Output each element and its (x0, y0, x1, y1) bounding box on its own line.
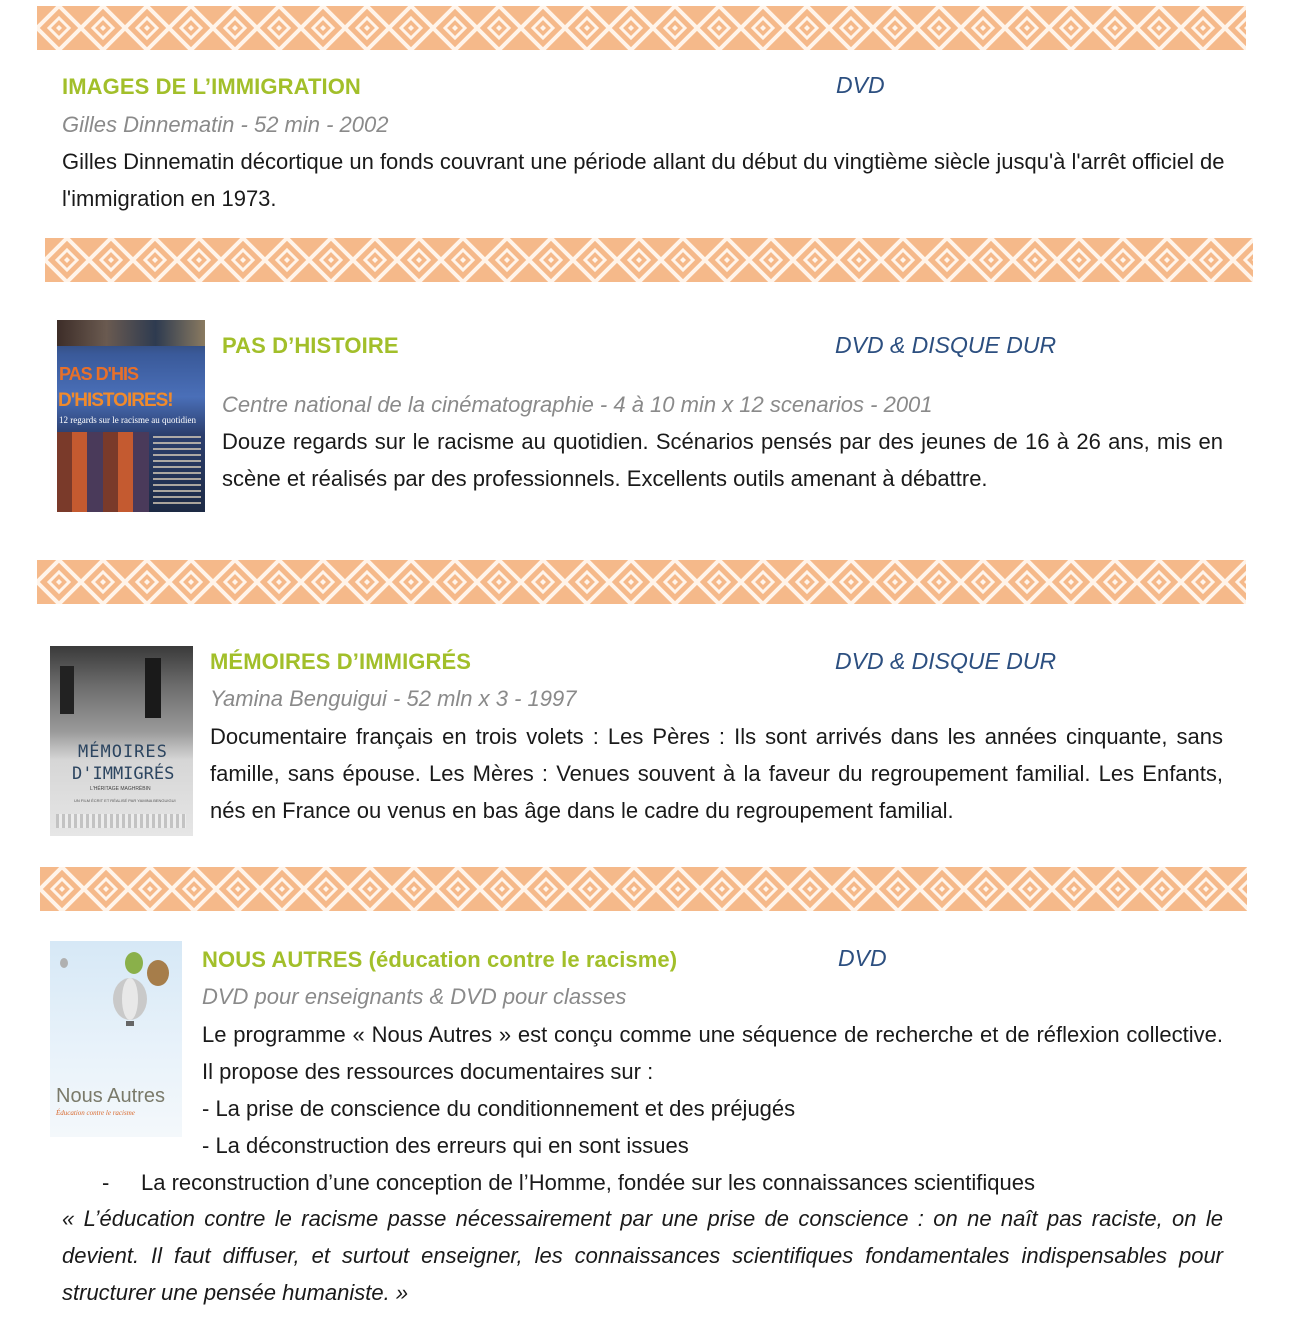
decorative-band-3 (37, 560, 1246, 604)
entry-description: Gilles Dinnematin décortique un fonds couvrant une période allant du début du vingtième siècle jusqu'à l'arrêt officiel de l'immigration en 1973. (62, 149, 1225, 211)
bullet-item: - La déconstruction des erreurs qui en sont issues (202, 1133, 689, 1158)
cover-subtitle: L'HÉRITAGE MAGHRÉBIN (90, 786, 151, 792)
entry-description: Documentaire français en trois volets : Les Pères : Ils sont arrivés dans les années cinquante, sans famille, sans épouse. Les Mères : Venues souvent à la faveur du regroupement familial. Les Enfants, nés en France ou venus en bas âge dans le cadre du regroupement familial. (210, 724, 1223, 823)
entry-meta: Centre national de la cinématographie - 4 à 10 min x 12 scenarios - 2001 (222, 392, 933, 417)
entry-title: MÉMOIRES D’IMMIGRÉS (210, 649, 472, 674)
cover-subtitle: Éducation contre le racisme (56, 1109, 135, 1117)
entry-title: PAS D’HISTOIRE (222, 333, 399, 358)
entry-title: NOUS AUTRES (éducation contre le racisme) (202, 947, 678, 972)
entry-title: IMAGES DE L’IMMIGRATION (62, 74, 361, 99)
cover-line2: D'IMMIGRÉS (72, 764, 175, 784)
entry-format: DVD & DISQUE DUR (835, 648, 1057, 674)
cover-subtitle: 12 regards sur le racisme au quotidien (59, 415, 196, 425)
bullet-item: - La prise de conscience du conditionnement et des préjugés (202, 1096, 796, 1121)
cover-credit: UN FILM ÉCRIT ET RÉALISÉ PAR YAMINA BENGUIGUI (74, 798, 176, 803)
decorative-band-1 (37, 6, 1246, 50)
quote-text: « L’éducation contre le racisme passe nécessairement par une prise de conscience : on ne naît pas raciste, on le devient. Il faut diffuser, et surtout enseigner, les connaissances scientifiques fondamentales indispensables pour structurer une pensée humaniste. » (62, 1206, 1223, 1305)
list-dash: - (102, 1170, 110, 1195)
entry-meta: DVD pour enseignants & DVD pour classes (202, 984, 627, 1009)
entry-description: Douze regards sur le racisme au quotidien. Scénarios pensés par des jeunes de 16 à 26 ans, mis en scène et réalisés par des professionnels. Excellents outils amenant à débattre. (222, 429, 1223, 491)
cover-line1: PAS D'HIS (59, 364, 138, 384)
entry-meta: Gilles Dinnematin - 52 min - 2002 (62, 112, 389, 137)
entry-format: DVD (838, 945, 887, 971)
cover-memoires-d-immigres (50, 646, 193, 836)
entry-meta: Yamina Benguigui - 52 mln x 3 - 1997 (210, 686, 577, 711)
cover-line1: MÉMOIRES (78, 742, 168, 762)
cover-title: Nous Autres (56, 1085, 165, 1107)
entry-format: DVD (836, 72, 885, 98)
decorative-band-4 (40, 867, 1247, 911)
cover-line2: D'HISTOIRES! (58, 390, 173, 411)
entry-format: DVD & DISQUE DUR (835, 332, 1057, 358)
decorative-band-2 (45, 238, 1253, 282)
cover-pas-d-histoire (57, 320, 205, 512)
entry-description: Le programme « Nous Autres » est conçu comme une séquence de recherche et de réflexion collective. Il propose des ressources documentaires sur : (202, 1022, 1223, 1084)
cover-nous-autres (50, 941, 182, 1137)
list-item: La reconstruction d’une conception de l’Homme, fondée sur les connaissances scientifiques (141, 1170, 1035, 1195)
